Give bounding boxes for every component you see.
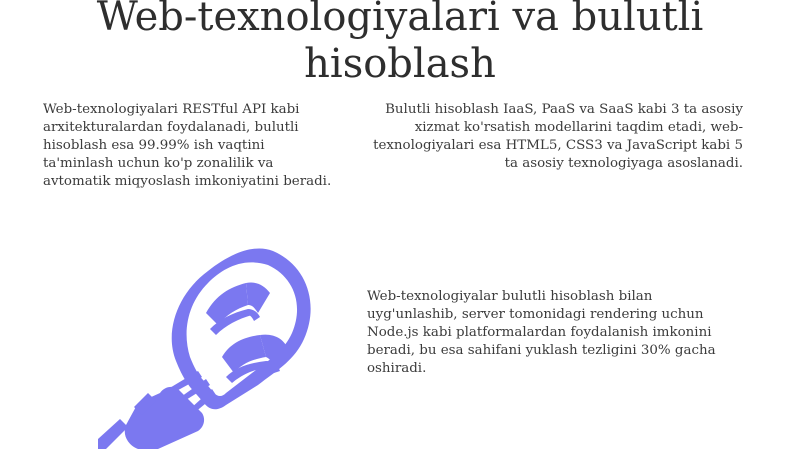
right-paragraph: Bulutli hisoblash IaaS, PaaS va SaaS kabi 3 ta asosiy xizmat ko'rsatish modellarini taqdim etadi, web-texnologiyalari esa HTML5, CSS3 va JavaScript kabi 5 ta asosiy texnologiyaga asoslanadi. — [373, 102, 743, 171]
slide-title: Web-texnologiyalari va bulutli hisoblash — [96, 0, 704, 87]
left-paragraph: Web-texnologiyalari RESTful API kabi arxitekturalardan foydalanadi, bulutli hisoblash esa 99.99% ish vaqtini ta'minlash uchun ko'p zonalilik va avtomatik miqyoslash imkoniyatini beradi. — [43, 102, 332, 189]
bottom-paragraph: Web-texnologiyalar bulutli hisoblash bilan uyg'unlashib, server tomonidagi rendering uchun Node.js kabi platformalardan foydalanish imkonini beradi, bu esa sahifani yuklash tezligini 30% gacha oshiradi. — [367, 289, 716, 376]
lightbulb-book-icon — [98, 243, 330, 449]
